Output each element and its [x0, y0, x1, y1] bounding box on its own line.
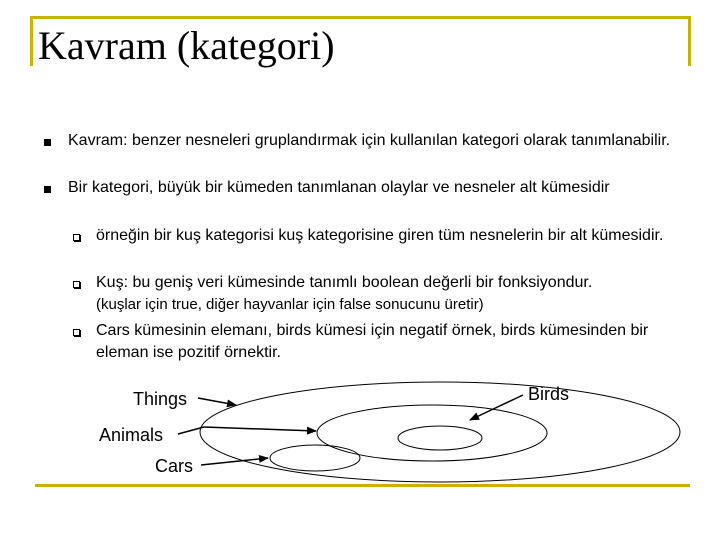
animals-arrow: [204, 427, 316, 431]
cars-set-ellipse: [270, 445, 360, 471]
things-label: Things: [133, 389, 188, 409]
sub-bullet-item-2-line1: Kuş: bu geniş veri kümesinde tanımlı boolean değerli bir fonksiyondur.: [96, 274, 593, 291]
cars-arrow: [201, 458, 268, 465]
slide-title: Kavram (kategori): [38, 23, 335, 68]
things-set-ellipse: [200, 382, 680, 482]
animals-set-ellipse: [317, 405, 547, 461]
sub-bullet-item-3: Cars kümesinin elemanı, birds kümesi için negatif örnek, birds kümesinden bir eleman ise pozitif örnektir.: [96, 322, 649, 361]
birds-set-ellipse: [398, 426, 482, 450]
cars-label: Cars: [155, 456, 194, 476]
sub-bullet-item-1: örneğin bir kuş kategorisi kuş kategorisine giren tüm nesnelerin bir alt kümesidir.: [96, 227, 664, 244]
things-arrow: [198, 398, 236, 405]
sub-bullet-item-2-line2: (kuşlar için true, diğer hayvanlar için false sonucunu üretir): [96, 296, 484, 313]
birds-label: Birds: [528, 384, 570, 404]
animals-label: Animals: [99, 425, 164, 445]
bullet-item-2: Bir kategori, büyük bir kümeden tanımlanan olaylar ve nesneler alt kümesidir: [68, 179, 610, 196]
bullet-item-1: Kavram: benzer nesneleri gruplandırmak için kullanılan kategori olarak tanımlanabilir.: [68, 132, 671, 149]
